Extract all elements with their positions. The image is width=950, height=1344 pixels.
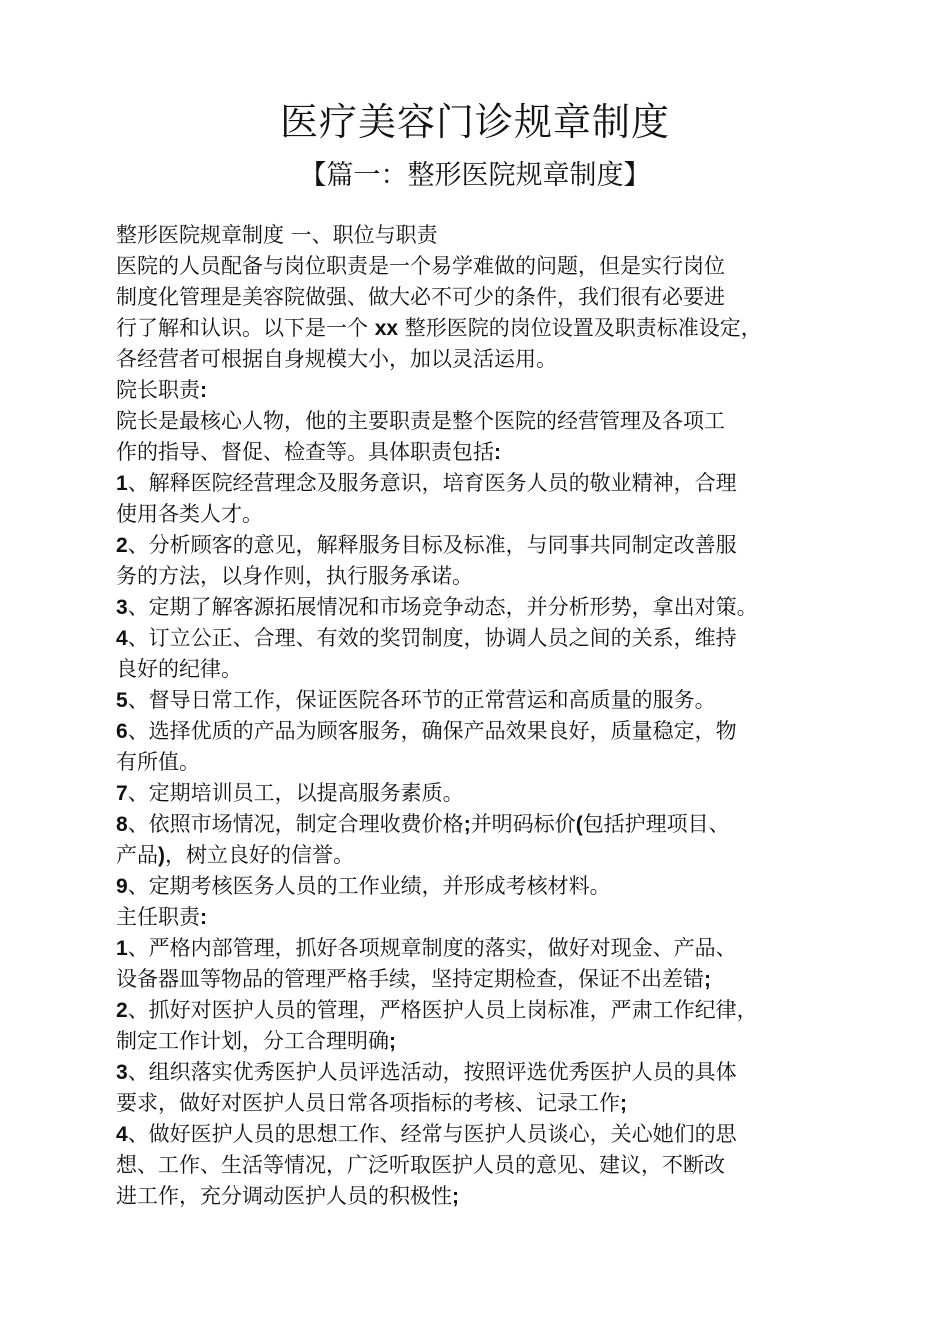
latin-run: ; xyxy=(620,1092,627,1115)
latin-run: 1 xyxy=(116,472,128,495)
list-item-continuation: 设备器皿等物品的管理严格手续，坚持定期检查，保证不出差错; xyxy=(116,967,711,991)
list-item: 1、严格内部管理，抓好各项规章制度的落实，做好对现金、产品、 xyxy=(116,936,737,960)
latin-run: 6 xyxy=(116,720,128,743)
list-item: 1、解释医院经营理念及服务意识，培育医务人员的敬业精神，合理 xyxy=(116,471,737,495)
list-item-continuation: 使用各类人才。 xyxy=(116,502,263,526)
list-item-continuation: 良好的纪律。 xyxy=(116,657,242,681)
latin-run: 4 xyxy=(116,627,128,650)
body-line: 各经营者可根据自身规模大小，加以灵活运用。 xyxy=(116,347,557,371)
latin-run: 4 xyxy=(116,1123,128,1146)
list-item-continuation: 制定工作计划，分工合理明确; xyxy=(116,1029,396,1053)
list-item-continuation: 务的方法，以身作则，执行服务承诺。 xyxy=(116,564,473,588)
list-item: 3、定期了解客源拓展情况和市场竞争动态，并分析形势，拿出对策。 xyxy=(116,595,758,619)
latin-run: ( xyxy=(575,813,583,836)
latin-run: 1 xyxy=(116,937,128,960)
body-line: 行了解和认识。以下是一个 xx 整形医院的岗位设置及职责标准设定， xyxy=(116,316,762,340)
latin-run: 5 xyxy=(116,689,128,712)
body-line: 院长是最核心人物，他的主要职责是整个医院的经营管理及各项工 xyxy=(116,409,725,433)
body-line: 医院的人员配备与岗位职责是一个易学难做的问题，但是实行岗位 xyxy=(116,254,725,278)
list-item: 9、定期考核医务人员的工作业绩，并形成考核材料。 xyxy=(116,874,611,898)
list-item-continuation: 进工作，充分调动医护人员的积极性; xyxy=(116,1184,459,1208)
latin-run: xx xyxy=(374,317,399,340)
document-body xyxy=(116,220,856,1212)
list-item: 8、依照市场情况，制定合理收费价格;并明码标价(包括护理项目、 xyxy=(116,812,730,836)
document-title: 医疗美容门诊规章制度 xyxy=(279,100,670,144)
latin-run: ; xyxy=(452,1185,459,1208)
list-item: 4、订立公正、合理、有效的奖罚制度，协调人员之间的关系，维持 xyxy=(116,626,737,650)
section-heading-dean: 院长职责: xyxy=(116,378,207,402)
latin-run: ; xyxy=(463,813,471,836)
latin-run: ; xyxy=(704,968,711,991)
body-line: 作的指导、督促、检查等。具体职责包括: xyxy=(116,440,501,464)
latin-run: ; xyxy=(389,1030,396,1053)
latin-run: 3 xyxy=(116,1061,128,1084)
body-line: 制度化管理是美容院做强、做大必不可少的条件，我们很有必要进 xyxy=(116,285,725,309)
list-item: 4、做好医护人员的思想工作、经常与医护人员谈心，关心她们的思 xyxy=(116,1122,737,1146)
list-item: 5、督导日常工作，保证医院各环节的正常营运和高质量的服务。 xyxy=(116,688,716,712)
list-item: 3、组织落实优秀医护人员评选活动，按照评选优秀医护人员的具体 xyxy=(116,1060,737,1084)
latin-run: 8 xyxy=(116,813,128,836)
document-subtitle: 【篇一：整形医院规章制度】 xyxy=(299,160,651,191)
body-line: 整形医院规章制度 一、职位与职责 xyxy=(116,223,438,247)
list-item: 2、抓好对医护人员的管理，严格医护人员上岗标准，严肃工作纪律， xyxy=(116,998,758,1022)
list-item: 6、选择优质的产品为顾客服务，确保产品效果良好，质量稳定，物 xyxy=(116,719,737,743)
latin-run: 7 xyxy=(116,782,128,805)
latin-run: ) xyxy=(158,844,165,867)
latin-run: 2 xyxy=(116,534,128,557)
section-heading-director: 主任职责: xyxy=(116,905,207,929)
list-item-continuation: 要求，做好对医护人员日常各项指标的考核、记录工作; xyxy=(116,1091,627,1115)
latin-run: : xyxy=(494,441,501,464)
list-item: 7、定期培训员工，以提高服务素质。 xyxy=(116,781,464,805)
latin-run: 2 xyxy=(116,999,128,1022)
list-item: 2、分析顾客的意见，解释服务目标及标准，与同事共同制定改善服 xyxy=(116,533,737,557)
list-item-continuation: 有所值。 xyxy=(116,750,200,774)
list-item-continuation: 想、工作、生活等情况，广泛听取医护人员的意见、建议，不断改 xyxy=(116,1153,725,1177)
latin-run: 9 xyxy=(116,875,128,898)
latin-run: : xyxy=(200,906,207,929)
list-item-continuation: 产品)，树立良好的信誉。 xyxy=(116,843,354,867)
latin-run: 3 xyxy=(116,596,128,619)
latin-run: : xyxy=(200,379,207,402)
